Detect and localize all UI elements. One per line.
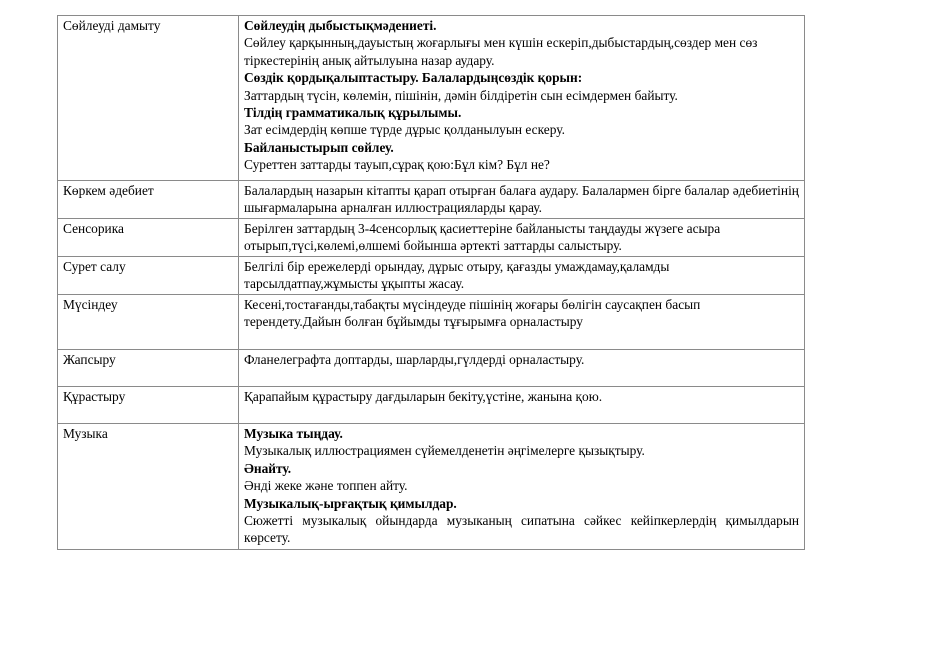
table-row	[58, 295, 805, 350]
table-row	[58, 350, 805, 387]
paragraph: Балалардың назарын кітапты қарап отырған балаға аудару. Балалармен бірге балалар әдебиетінің шығармаларына арналған иллюстрацияларды қарау.	[244, 183, 799, 216]
row-content	[239, 295, 805, 350]
paragraph: Қарапайым құрастыру дағдыларын бекіту,үстіне, жанына қою.	[244, 389, 603, 404]
section-heading: Сөйлеудің дыбыстықмәдениеті.	[244, 18, 437, 33]
row-content	[239, 350, 805, 387]
row-content	[239, 387, 805, 424]
paragraph: Сөйлеу қарқынның,дауыстың жоғарлығы мен күшін ескеріп,дыбыстардың,сөздер мен сөз тіркестерінің анық айтылуына назар аудару.	[244, 35, 758, 68]
section-heading: Музыка тыңдау.	[244, 426, 343, 441]
table-row	[58, 219, 805, 257]
row-content	[239, 424, 805, 550]
row-label: Мүсіндеу	[58, 295, 239, 350]
table-row	[58, 16, 805, 181]
row-label: Құрастыру	[58, 387, 239, 424]
section-heading: Байланыстырып сөйлеу.	[244, 139, 394, 155]
paragraph: Музыкалық иллюстрациямен сүйемелденетін әңгімелерге қызықтыру.	[244, 443, 645, 459]
paragraph: Кесені,тостағанды,табақты мүсіндеуде пішінің жоғары бөлігін саусақпен басып терендету.Дайын болған бұйымды тұғырымға орналастыру	[244, 297, 701, 330]
paragraph: Белгілі бір ережелерді орындау, дұрыс отыру, қағазды умаждамау,қаламды тарсылдатпау,жұмысты ұқыпты жасау.	[244, 259, 670, 292]
paragraph: Зат есімдердің көпше түрде дұрыс қолданылуын ескеру.	[244, 122, 565, 138]
curriculum-table	[57, 15, 805, 550]
row-content	[239, 257, 805, 295]
paragraph: Суреттен заттарды тауып,сұрақ қою:Бұл кім? Бұл не?	[244, 157, 550, 173]
table-row	[58, 181, 805, 219]
row-label: Сенсорика	[58, 219, 239, 257]
paragraph: Фланелеграфта доптарды, шарларды,гүлдерді орналастыру.	[244, 352, 585, 367]
paragraph: Әнді жеке және топпен айту.	[244, 478, 408, 494]
section-heading: Музыкалық-ырғақтық қимылдар.	[244, 495, 457, 511]
section-heading: Әнайту.	[244, 460, 292, 476]
paragraph: Берілген заттардың 3-4сенсорлық қасиеттеріне байланысты таңдауды жүзеге асыра отырып,түсі,көлемі,өлшемі бойынша әртекті заттарды салыстыру.	[244, 221, 721, 254]
row-content	[239, 16, 805, 181]
table-row	[58, 424, 805, 550]
section-heading: Сөздік қордықалыптастыру. Балалардыңсөздік қорын:	[244, 70, 583, 86]
table-row	[58, 387, 805, 424]
row-label: Жапсыру	[58, 350, 239, 387]
row-label: Сөйлеуді дамыту	[58, 16, 239, 181]
row-label: Сурет салу	[58, 257, 239, 295]
row-label: Музыка	[58, 424, 239, 550]
row-content	[239, 181, 805, 219]
row-label: Көркем әдебиет	[58, 181, 239, 219]
paragraph: Заттардың түсін, көлемін, пішінін, дәмін білдіретін сын есімдермен байыту.	[244, 87, 678, 103]
table-row	[58, 257, 805, 295]
paragraph: Сюжетті музыкалық ойындарда музыканың сипатына сәйкес кейіпкерлердің қимылдарын көрсету.	[244, 513, 799, 546]
row-content	[239, 219, 805, 257]
section-heading: Тілдің грамматикалық құрылымы.	[244, 105, 462, 121]
